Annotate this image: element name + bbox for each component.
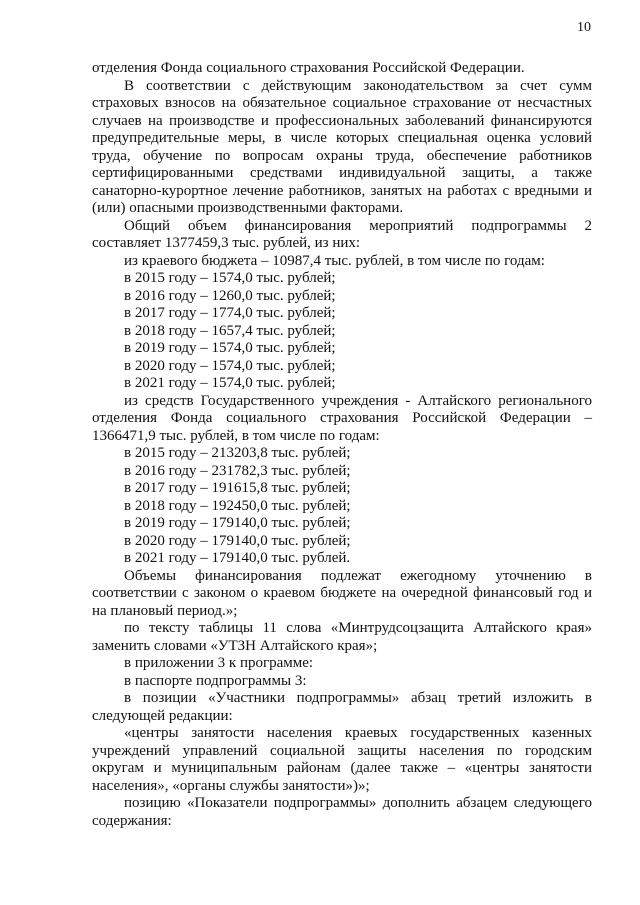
paragraph: в 2021 году – 179140,0 тыс. рублей. — [124, 550, 351, 566]
paragraph: в 2016 году – 231782,3 тыс. рублей; — [124, 462, 351, 479]
paragraph: В соответствии с действующим законодательством за счет сумм страховых взносов на обязательное социальное страхование от несчастных случаев на производстве и профессиональных заболеваний финансируются предупредительные меры, в числе которых специальная оценка условий труда, обучение по вопросам охраны труда, обеспечение работников сертифицированными средствами индивидуальной защиты, а также санаторно-курортное лечение работников, занятых на работах с вредными и (или) опасными производственными факторами. — [92, 77, 592, 216]
paragraph: отделения Фонда социального страхования Российской Федерации. — [92, 60, 525, 76]
paragraph: в 2017 году – 191615,8 тыс. рублей; — [124, 480, 351, 496]
paragraph: Объемы финансирования подлежат ежегодному уточнению в соответствии с законом о краевом бюджете на очередной финансовый год и на плановый период.»; — [92, 567, 592, 619]
paragraph: в приложении 3 к программе: — [124, 655, 314, 671]
paragraph: в 2021 году – 1574,0 тыс. рублей; — [124, 375, 336, 391]
paragraph: в позиции «Участники подпрограммы» абзац третий изложить в следующей редакции: — [92, 690, 592, 724]
paragraph: в паспорте подпрограммы 3: — [124, 672, 307, 689]
paragraph: по тексту таблицы 11 слова «Минтрудсоцзащита Алтайского края» заменить словами «УТЗН Алтайского края»; — [92, 620, 592, 654]
paragraph: в 2015 году – 1574,0 тыс. рублей; — [124, 270, 336, 286]
paragraph: «центры занятости населения краевых государственных казенных учреждений управлений социальной защиты населения по городским округам и муниципальным районам (далее также – «центры занятости населения», «органы службы занятости»)»; — [92, 725, 592, 794]
paragraph: из краевого бюджета – 10987,4 тыс. рублей, в том числе по годам: — [124, 252, 545, 269]
paragraph: в 2020 году – 179140,0 тыс. рублей; — [124, 532, 351, 549]
paragraph: из средств Государственного учреждения - Алтайского регионального отделения Фонда социального страхования Российской Федерации – 1366471,9 тыс. рублей, в том числе по годам: — [92, 392, 592, 444]
paragraph: в 2015 году – 213203,8 тыс. рублей; — [124, 445, 351, 461]
paragraph: в 2018 году – 192450,0 тыс. рублей; — [124, 497, 351, 514]
paragraph: в 2017 году – 1774,0 тыс. рублей; — [124, 305, 336, 321]
page-number: 10 — [577, 20, 591, 35]
paragraph: в 2019 году – 179140,0 тыс. рублей; — [124, 515, 351, 531]
paragraph: Общий объем финансирования мероприятий подпрограммы 2 составляет 1377459,3 тыс. рублей, из них: — [92, 217, 592, 251]
paragraph: в 2020 году – 1574,0 тыс. рублей; — [124, 357, 336, 374]
paragraph: в 2016 году – 1260,0 тыс. рублей; — [124, 287, 336, 304]
paragraph: в 2018 году – 1657,4 тыс. рублей; — [124, 322, 336, 339]
paragraph: позицию «Показатели подпрограммы» дополнить абзацем следующего содержания: — [92, 795, 592, 829]
paragraph: в 2019 году – 1574,0 тыс. рублей; — [124, 340, 336, 356]
document-body — [92, 60, 592, 830]
